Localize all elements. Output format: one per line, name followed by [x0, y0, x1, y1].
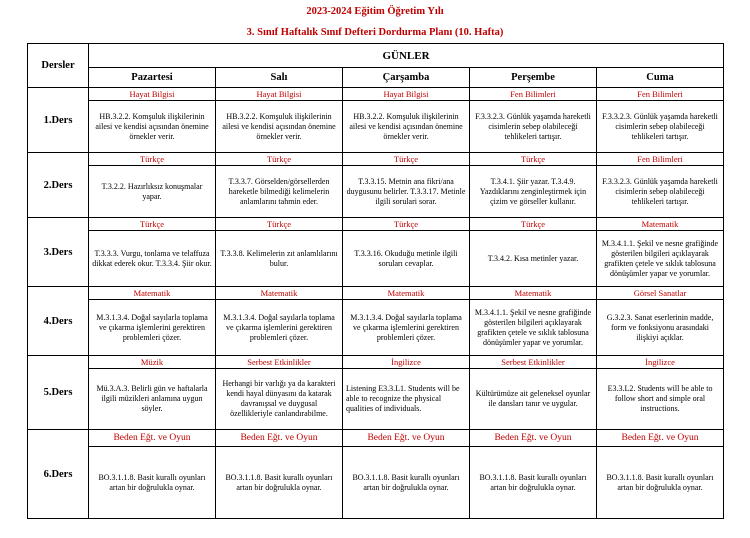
plan-cell — [89, 430, 216, 519]
table-row — [28, 88, 724, 153]
objective-text: T.3.3.8. Kelimelerin zıt anlamlılarını bulur. — [220, 248, 338, 268]
subject-label: Matematik — [89, 287, 215, 300]
subject-label: Matematik — [470, 287, 596, 300]
objective-text: HB.3.2.2. Komşuluk ilişkilerinin ailesi ve kendisi açısından önemine örnekler verir. — [95, 111, 209, 141]
plan-cell — [216, 88, 343, 153]
objective-text: G.3.2.3. Sanat eserlerinin madde, form ve fonksiyonu arasındaki ilişkiyi açıklar. — [606, 312, 714, 342]
plan-cell — [470, 153, 597, 218]
objective-text: M.3.4.1.1. Şekil ve nesne grafiğinde gösterilen bilgileri açıklayarak grafikten çetele ve sıklık tablosuna dönüşümler yapar ve yorumlar. — [474, 307, 592, 347]
objective-text: M.3.4.1.1. Şekil ve nesne grafiğinde gösterilen bilgileri açıklayarak grafikten çetele ve sıklık tablosuna dönüşümler yapar ve yorumlar. — [601, 238, 719, 278]
plan-cell — [89, 356, 216, 430]
objective-text: T.3.3.3. Vurgu, tonlama ve telaffuza dikkat ederek okur. T.3.3.4. Şiir okur. — [92, 248, 212, 268]
objective-text: Kültürümüze ait geleneksel oyunlar ile dansları tanır ve uygular. — [475, 389, 591, 408]
objective-text: F.3.3.2.3. Günlük yaşamda hareketli cisimlerin sebep olabileceği tehlikeleri tartışır. — [602, 111, 718, 141]
objective-text: BO.3.1.1.8. Basit kurallı oyunları artan bir doğrulukla oynar. — [606, 472, 714, 492]
plan-cell — [343, 88, 470, 153]
plan-cell — [470, 356, 597, 430]
lesson-label: 2.Ders — [28, 153, 89, 218]
subject-label: İngilizce — [343, 356, 469, 369]
plan-cell — [343, 153, 470, 218]
subject-label: Fen Bilimleri — [597, 88, 723, 101]
plan-cell — [597, 88, 724, 153]
plan-cell — [216, 287, 343, 356]
day-header-carsamba: Çarşamba — [343, 68, 470, 88]
subject-label: Türkçe — [470, 153, 596, 166]
objective-text: T.3.3.15. Metnin ana fikri/ana duygusunu belirler. T.3.3.17. Metinle ilgili sorulari sorar. — [346, 176, 466, 206]
objective-text: M.3.1.3.4. Doğal sayılarla toplama ve çıkarma işlemlerini gerektiren problemleri çözer. — [223, 312, 335, 342]
objective-text: F.3.3.2.3. Günlük yaşamda hareketli cisimlerin sebep olabileceği tehlikeleri tartışır. — [475, 111, 591, 141]
table-row — [28, 218, 724, 287]
document-subtitle: 3. Sınıf Haftalık Sınıf Defteri Dordurma Planı (10. Hafta) — [246, 27, 504, 38]
objective-text: HB.3.2.2. Komşuluk ilişkilerinin ailesi ve kendisi açısından önemine örnekler verir. — [349, 111, 463, 141]
lesson-plan-table — [27, 43, 724, 519]
subject-label: Türkçe — [343, 218, 469, 231]
plan-cell — [597, 153, 724, 218]
plan-cell — [89, 287, 216, 356]
objective-text: Listening E3.3.L1. Students will be able to recognize the physical qualities of individuals. — [346, 384, 460, 413]
gunler-header: GÜNLER — [89, 44, 724, 68]
objective-text: HB.3.2.2. Komşuluk ilişkilerinin ailesi ve kendisi açısından önemine örnekler verir. — [222, 111, 336, 141]
objective-text: M.3.1.3.4. Doğal sayılarla toplama ve çıkarma işlemlerini gerektiren problemleri çözer. — [350, 312, 462, 342]
subject-label: Fen Bilimleri — [470, 88, 596, 101]
plan-cell — [470, 218, 597, 287]
subject-label: Hayat Bilgisi — [89, 88, 215, 101]
lesson-label: 3.Ders — [28, 218, 89, 287]
subject-label: Türkçe — [89, 218, 215, 231]
lesson-label: 5.Ders — [28, 356, 89, 430]
day-header-persembe: Perşembe — [470, 68, 597, 88]
objective-text: M.3.1.3.4. Doğal sayılarla toplama ve çıkarma işlemlerini gerektiren problemleri çözer. — [96, 312, 208, 342]
plan-cell — [597, 430, 724, 519]
subject-label: Beden Eğt. ve Oyun — [470, 430, 596, 447]
subject-label: Matematik — [216, 287, 342, 300]
plan-cell — [343, 218, 470, 287]
plan-cell — [597, 356, 724, 430]
subject-label: Hayat Bilgisi — [343, 88, 469, 101]
day-header-pazartesi: Pazartesi — [89, 68, 216, 88]
table-row — [28, 430, 724, 519]
plan-cell — [470, 430, 597, 519]
day-header-cuma: Cuma — [597, 68, 724, 88]
subject-label: Müzik — [89, 356, 215, 369]
plan-cell — [216, 430, 343, 519]
objective-text: T.3.4.2. Kısa metinler yazar. — [487, 253, 579, 263]
objective-text: Herhangi bir varlığı ya da karakteri kendi hayal dünyasını da katarak davranışsal ve duygusal özellikleriyle canlandırabilme. — [222, 379, 336, 418]
subject-label: Türkçe — [343, 153, 469, 166]
subject-label: İngilizce — [597, 356, 723, 369]
subject-label: Hayat Bilgisi — [216, 88, 342, 101]
objective-text: BO.3.1.1.8. Basit kurallı oyunları artan bir doğrulukla oynar. — [479, 472, 587, 492]
plan-cell — [343, 356, 470, 430]
subject-label: Türkçe — [470, 218, 596, 231]
plan-cell — [216, 356, 343, 430]
objective-text: BO.3.1.1.8. Basit kurallı oyunları artan bir doğrulukla oynar. — [225, 472, 333, 492]
objective-text: Mü.3.A.3. Belirli gün ve haftalarla ilgili müzikleri anlamına uygun söyler. — [96, 384, 208, 413]
plan-cell — [470, 287, 597, 356]
plan-cell — [470, 88, 597, 153]
table-row — [28, 356, 724, 430]
plan-cell — [216, 218, 343, 287]
subject-label: Beden Eğt. ve Oyun — [89, 430, 215, 447]
subject-label: Beden Eğt. ve Oyun — [597, 430, 723, 447]
objective-text: F.3.3.2.3. Günlük yaşamda hareketli cisimlerin sebep olabileceği tehlikeleri tartışır. — [602, 176, 718, 206]
objective-text: BO.3.1.1.8. Basit kurallı oyunları artan bir doğrulukla oynar. — [352, 472, 460, 492]
lesson-label: 1.Ders — [28, 88, 89, 153]
document-title: 2023-2024 Eğitim Öğretim Yılı — [306, 6, 444, 17]
subject-label: Türkçe — [89, 153, 215, 166]
subject-label: Matematik — [343, 287, 469, 300]
plan-cell — [597, 218, 724, 287]
plan-cell — [89, 88, 216, 153]
subject-label: Türkçe — [216, 218, 342, 231]
objective-text: BO.3.1.1.8. Basit kurallı oyunları artan bir doğrulukla oynar. — [98, 472, 206, 492]
objective-text: T.3.2.2. Hazırlıksız konuşmalar yapar. — [101, 181, 203, 201]
subject-label: Görsel Sanatlar — [597, 287, 723, 300]
subject-label: Serbest Etkinlikler — [470, 356, 596, 369]
dersler-header: Dersler — [28, 44, 89, 88]
subject-label: Fen Bilimleri — [597, 153, 723, 166]
plan-cell — [216, 153, 343, 218]
lesson-label: 6.Ders — [28, 430, 89, 519]
subject-label: Matematik — [597, 218, 723, 231]
plan-cell — [343, 430, 470, 519]
objective-text: T.3.3.16. Okuduğu metinle ilgili soruları cevaplar. — [354, 248, 458, 268]
objective-text: T.3.4.1. Şiir yazar. T.3.4.9. Yazdıklarını zenginleştirmek için çizim ve görseller kullanır. — [479, 176, 587, 206]
plan-cell — [597, 287, 724, 356]
plan-cell — [89, 153, 216, 218]
subject-label: Beden Eğt. ve Oyun — [343, 430, 469, 447]
subject-label: Türkçe — [216, 153, 342, 166]
objective-text: E3.3.L2. Students will be able to follow short and simple oral instructions. — [607, 384, 713, 413]
subject-label: Beden Eğt. ve Oyun — [216, 430, 342, 447]
day-header-sali: Salı — [216, 68, 343, 88]
lesson-label: 4.Ders — [28, 287, 89, 356]
plan-cell — [343, 287, 470, 356]
plan-cell — [89, 218, 216, 287]
subject-label: Serbest Etkinlikler — [216, 356, 342, 369]
table-row — [28, 287, 724, 356]
table-row — [28, 153, 724, 218]
objective-text: T.3.3.7. Görselden/görsellerden hareketle bilmediği kelimelerin anlamlarını tahmin eder. — [228, 176, 330, 206]
